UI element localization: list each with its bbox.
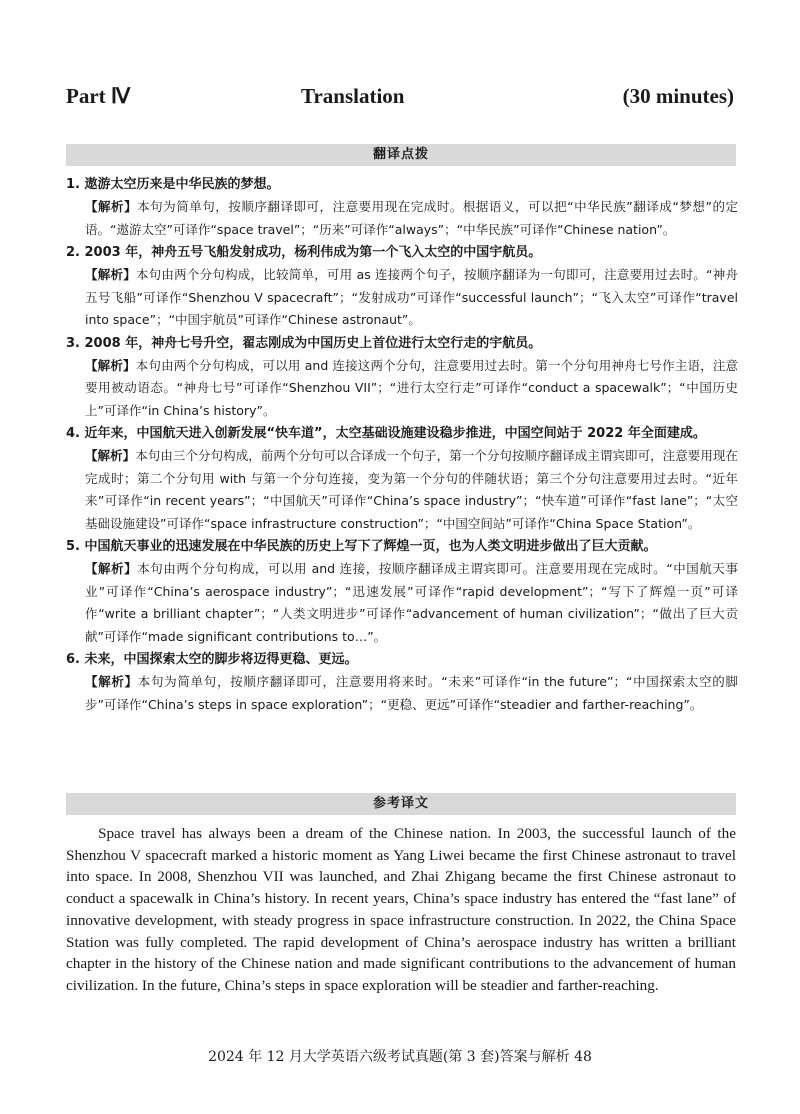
analysis-item	[66, 174, 738, 241]
analysis-tag: 【解析】	[85, 674, 138, 689]
analysis-body: 本句由两个分句构成，可以用 and 连接这两个分句，注意要用过去时。第一个分句用神舟七号作主语，注意要用被动语态。“神舟七号”可译作“Shenzhou VII”；“进行太空行走”可译作“conduct a spacewalk”；“中国历史上”可译作“in China’s history”。	[85, 357, 738, 418]
analysis-body: 本句为简单句，按顺序翻译即可，注意要用现在完成时。根据语义，可以把“中华民族”翻译成“梦想”的定语。“遨游太空”可译作“space travel”；“历来”可译作“always”；“中华民族”可译作“Chinese nation”。	[85, 199, 738, 237]
analysis-text	[66, 445, 738, 535]
reference-translation: Space travel has always been a dream of the Chinese nation. In 2003, the successful launch of the Shenzhou V spacecraft marked a historic moment as Yang Liwei became the first Chinese astronaut to travel into space. In 2008, Shenzhou VII was launched, and Zhai Zhigang became the first Chinese astronaut to conduct a spacewalk in China’s history. In recent years, China’s space industry has entered the “fast lane” of innovative development, with steady progress in space infrastructure construction. In 2022, the China Space Station was fully completed. The rapid development of China’s aerospace industry has written a brilliant chapter in the history of the Chinese nation and made significant contributions to the advancement of human civilization. In the future, China’s steps in space exploration will be steadier and farther-reaching.	[66, 825, 736, 994]
analysis-text	[66, 671, 738, 716]
analysis-item	[66, 423, 738, 535]
part-title: Translation	[301, 84, 405, 108]
source-sentence: 5. 中国航天事业的迅速发展在中华民族的历史上写下了辉煌一页，也为人类文明进步做出了巨大贡献。	[66, 539, 657, 554]
analysis-text	[66, 558, 738, 648]
source-sentence: 6. 未来，中国探索太空的脚步将迈得更稳、更远。	[66, 652, 358, 667]
analysis-text	[66, 355, 738, 423]
analysis-body: 本句由三个分句构成，前两个分句可以合译成一个句子，第一个分句按顺序翻译成主谓宾即可，注意要用现在完成时；第二个分句用 with 与第一个分句连接，变为第一个分句的伴随状语；第三个分句注意要用过去时。“近年来”可译作“in recent years”；“中国航天”可译作“China’s space industry”；“快车道”可译作“fast lane”；“太空基础设施建设”可译作“space infrastructure construction”；“中国空间站”可译作“China Space Station”。	[85, 448, 738, 531]
analysis-text	[66, 196, 738, 241]
analysis-tag: 【解析】	[85, 561, 138, 576]
source-sentence: 2. 2003 年，神舟五号飞船发射成功，杨利伟成为第一个飞入太空的中国宇航员。	[66, 245, 542, 260]
source-sentence: 1. 遨游太空历来是中华民族的梦想。	[66, 177, 280, 192]
section-heading-tips: 翻译点拨	[66, 144, 736, 166]
analysis-item	[66, 333, 738, 423]
source-sentence: 4. 近年来，中国航天进入创新发展“快车道”，太空基础设施建设稳步推进，中国空间站于 2022 年全面建成。	[66, 426, 706, 441]
analysis-text	[66, 264, 738, 332]
analysis-tag: 【解析】	[85, 448, 136, 463]
analysis-tag: 【解析】	[85, 267, 136, 282]
page-footer: 2024 年 12 月大学英语六级考试真题(第 3 套)答案与解析 48	[208, 1049, 592, 1065]
part-number: Part Ⅳ	[66, 84, 131, 108]
analysis-tag: 【解析】	[85, 199, 138, 214]
analysis-body: 本句由两个分句构成，比较简单，可用 as 连接两个句子，按顺序翻译为一句即可，注意要用过去时。“神舟五号飞船”可译作“Shenzhou V spacecraft”；“发射成功”可译作“successful launch”；“飞入太空”可译作“travel into space”；“中国宇航员”可译作“Chinese astronaut”。	[85, 267, 738, 327]
source-sentence: 3. 2008 年，神舟七号升空，翟志刚成为中国历史上首位进行太空行走的宇航员。	[66, 335, 542, 351]
analysis-tag: 【解析】	[85, 357, 136, 373]
analysis-body: 本句由两个分句构成，可以用 and 连接，按顺序翻译成主谓宾即可。注意要用现在完成时。“中国航天事业”可译作“China’s aerospace industry”；“迅速发展”可译作“rapid development”；“写下了辉煌一页”可译作“write a brilliant chapter”；“人类文明进步”可译作“advancement of human civilization”；“做出了巨大贡献”可译作“made significant contributions to…”。	[85, 561, 738, 644]
analysis-list	[66, 174, 738, 717]
analysis-item	[66, 536, 738, 648]
part-time: (30 minutes)	[622, 84, 734, 108]
analysis-item	[66, 242, 738, 332]
part-header	[66, 84, 734, 114]
analysis-body: 本句为简单句，按顺序翻译即可，注意要用将来时。“未来”可译作“in the future”；“中国探索太空的脚步”可译作“China’s steps in space exploration”；“更稳、更远”可译作“steadier and farther-reaching”。	[85, 674, 738, 712]
analysis-item	[66, 649, 738, 716]
section-heading-reference: 参考译文	[66, 793, 736, 815]
